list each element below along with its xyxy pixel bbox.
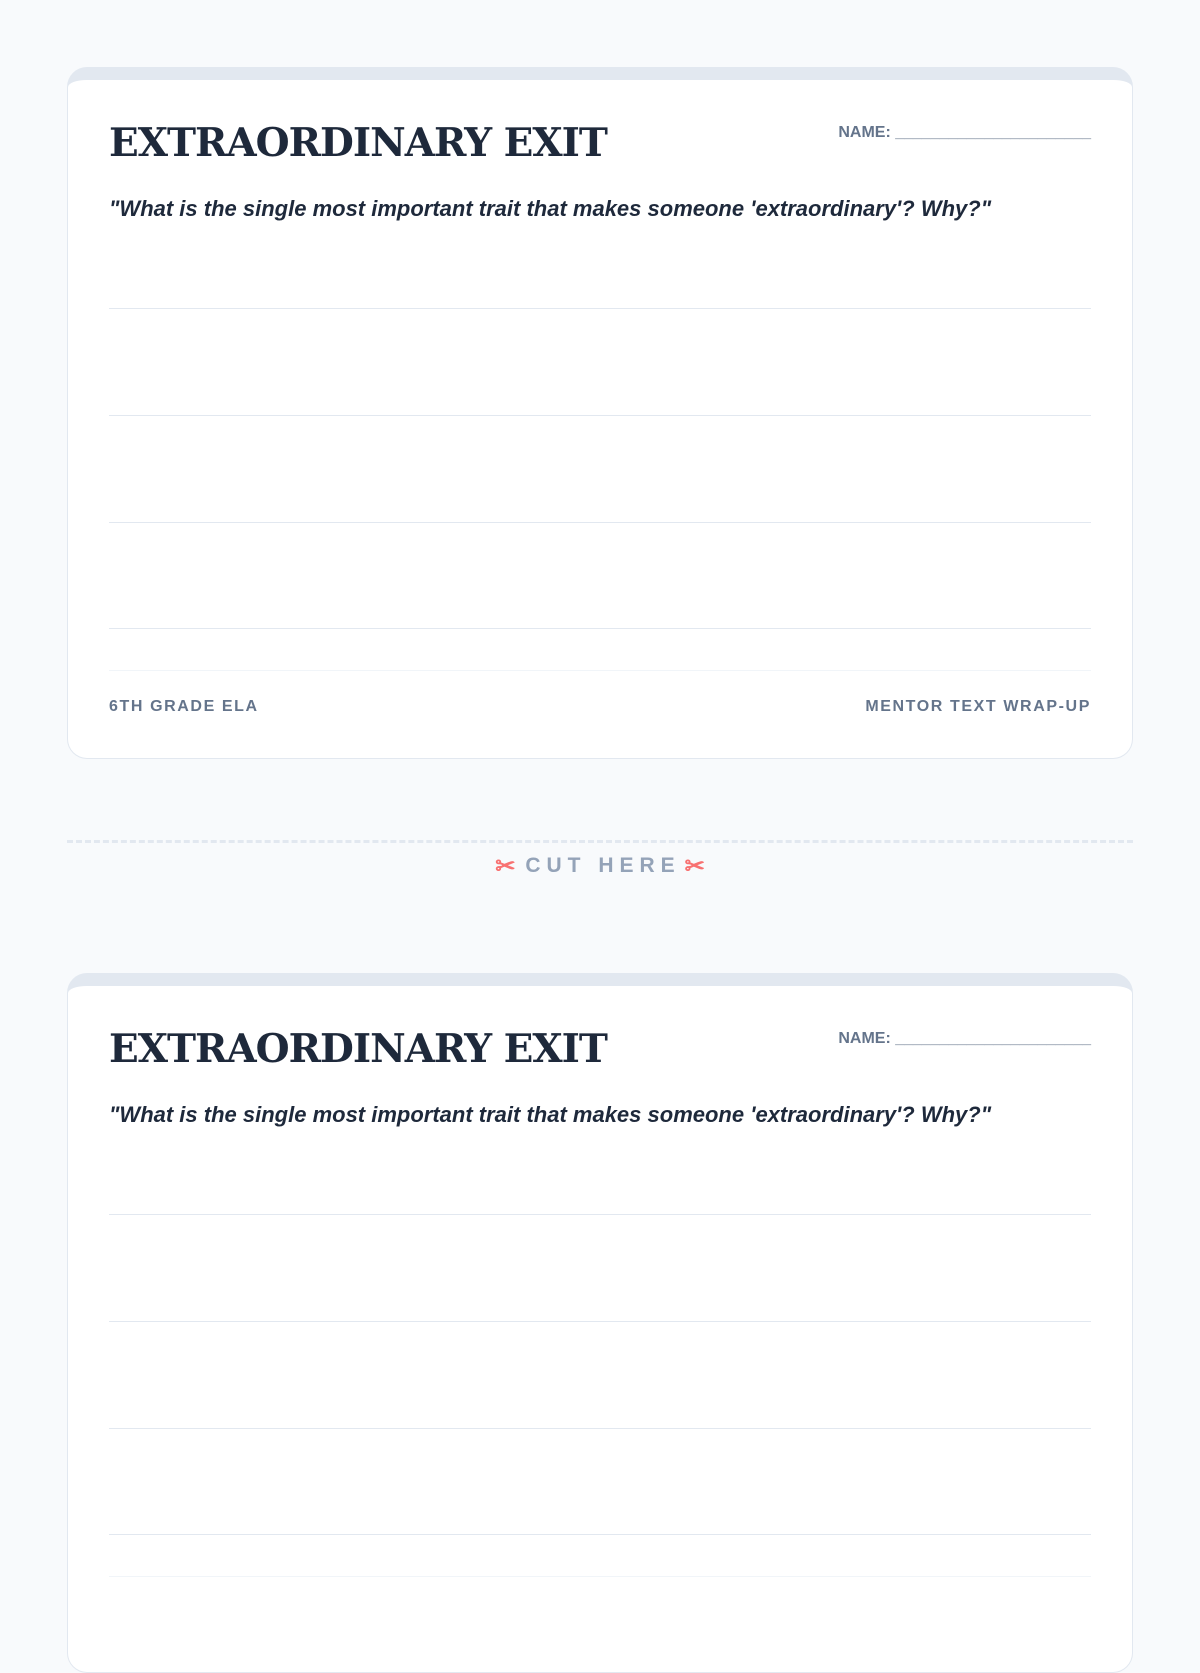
- footer-divider: [109, 1576, 1091, 1577]
- answer-line: [109, 1428, 1091, 1429]
- footer-divider: [109, 670, 1091, 671]
- card-title: EXTRAORDINARY EXIT: [109, 120, 607, 166]
- footer-grade-label: 6TH GRADE ELA: [109, 698, 259, 715]
- scissors-icon: ✂: [495, 853, 516, 880]
- answer-line: [109, 1321, 1091, 1322]
- cut-here-text: CUT HERE: [525, 854, 681, 877]
- name-field: NAME: ______________________: [838, 124, 1091, 141]
- cut-here-label: [0, 855, 1200, 879]
- card-title: EXTRAORDINARY EXIT: [109, 1026, 607, 1072]
- question-prompt: "What is the single most important trait that makes someone 'extraordinary'? Why?": [109, 1102, 992, 1127]
- answer-line: [109, 522, 1091, 523]
- answer-line: [109, 415, 1091, 416]
- scissors-icon: ✂: [684, 853, 705, 880]
- answer-line: [109, 308, 1091, 309]
- exit-ticket-card-bottom: [67, 973, 1133, 1673]
- answer-line: [109, 628, 1091, 629]
- footer-activity-label: MENTOR TEXT WRAP-UP: [865, 698, 1091, 715]
- answer-line: [109, 1214, 1091, 1215]
- answer-line: [109, 1534, 1091, 1535]
- question-prompt: "What is the single most important trait that makes someone 'extraordinary'? Why?": [109, 196, 992, 221]
- exit-ticket-card-top: [67, 67, 1133, 759]
- cut-dashed-line: [67, 840, 1133, 843]
- name-field: NAME: ______________________: [838, 1030, 1091, 1047]
